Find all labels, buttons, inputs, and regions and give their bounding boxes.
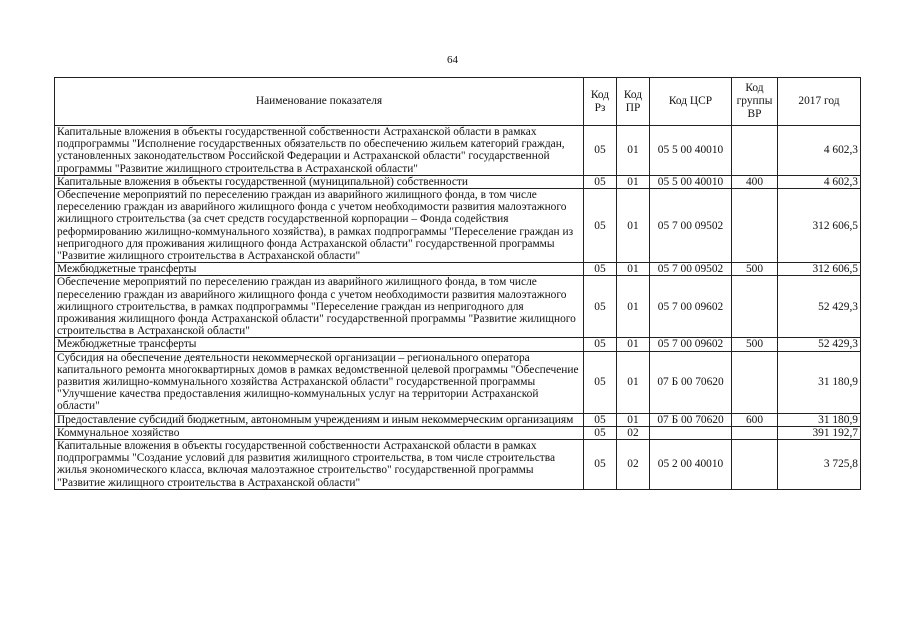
row-name: Коммунальное хозяйство <box>55 426 584 439</box>
row-csr: 05 7 00 09602 <box>650 276 732 338</box>
row-name: Межбюджетные трансферты <box>55 338 584 351</box>
page-number: 64 <box>447 54 458 66</box>
row-amount: 4 602,3 <box>778 126 861 176</box>
row-name: Капитальные вложения в объекты государственной (муниципальной) собственности <box>55 175 584 188</box>
row-vr <box>732 351 778 413</box>
table-row <box>55 263 861 276</box>
row-vr: 500 <box>732 338 778 351</box>
row-vr <box>732 276 778 338</box>
header-code-rz: Код Рз <box>584 78 617 126</box>
row-csr: 05 7 00 09502 <box>650 263 732 276</box>
row-csr: 05 7 00 09602 <box>650 338 732 351</box>
table-row <box>55 440 861 490</box>
row-name: Капитальные вложения в объекты государственной собственности Астраханской области в рамках подпрограммы "Исполнение государственных обязательств по обеспечению жильем категорий граждан, установленных законодательством Российской Федерации и Астраханской области" государственной программы "Развитие жилищного строительства в Астраханской области" <box>55 126 584 176</box>
row-name: Капитальные вложения в объекты государственной собственности Астраханской области в рамках подпрограммы "Создание условий для развития жилищного строительства, в том числе строительства жилья экономического класса, включая малоэтажное строительство" государственной программы "Развитие жилищного строительства в Астраханской области" <box>55 440 584 490</box>
row-vr <box>732 189 778 263</box>
row-pr: 01 <box>617 126 650 176</box>
row-amount: 31 180,9 <box>778 351 861 413</box>
row-rz: 05 <box>584 413 617 426</box>
row-csr: 05 7 00 09502 <box>650 189 732 263</box>
table-row <box>55 351 861 413</box>
table-row <box>55 338 861 351</box>
row-pr: 01 <box>617 338 650 351</box>
row-rz: 05 <box>584 263 617 276</box>
table-row <box>55 413 861 426</box>
header-row <box>55 78 861 126</box>
row-amount: 312 606,5 <box>778 189 861 263</box>
row-vr: 500 <box>732 263 778 276</box>
row-csr: 07 Б 00 70620 <box>650 413 732 426</box>
row-amount: 52 429,3 <box>778 276 861 338</box>
table-row <box>55 426 861 439</box>
row-rz: 05 <box>584 338 617 351</box>
row-rz: 05 <box>584 351 617 413</box>
row-amount: 52 429,3 <box>778 338 861 351</box>
row-pr: 01 <box>617 351 650 413</box>
row-name: Предоставление субсидий бюджетным, автономным учреждениям и иным некоммерческим организациям <box>55 413 584 426</box>
row-pr: 02 <box>617 440 650 490</box>
header-indicator-name: Наименование показателя <box>55 78 584 126</box>
row-rz: 05 <box>584 440 617 490</box>
row-amount: 3 725,8 <box>778 440 861 490</box>
row-vr <box>732 426 778 439</box>
table-row <box>55 175 861 188</box>
row-pr: 01 <box>617 276 650 338</box>
budget-table <box>54 77 861 490</box>
table-row <box>55 276 861 338</box>
header-year-2017: 2017 год <box>778 78 861 126</box>
row-pr: 01 <box>617 189 650 263</box>
row-vr: 600 <box>732 413 778 426</box>
header-code-pr: Код ПР <box>617 78 650 126</box>
row-name: Обеспечение мероприятий по переселению граждан из аварийного жилищного фонда, в том числе переселению граждан из аварийного жилищного фонда с учетом необходимости развития малоэтажного жилищного строительства, в рамках подпрограммы "Переселение граждан из непригодного для проживания жилищного фонда Астраханской области" государственной программы "Развитие жилищного строительства в Астраханской области" <box>55 276 584 338</box>
row-rz: 05 <box>584 426 617 439</box>
row-csr <box>650 426 732 439</box>
row-csr: 05 5 00 40010 <box>650 175 732 188</box>
header-code-vr: Код группы ВР <box>732 78 778 126</box>
table-header <box>55 78 861 126</box>
row-pr: 01 <box>617 413 650 426</box>
row-rz: 05 <box>584 276 617 338</box>
row-csr: 07 Б 00 70620 <box>650 351 732 413</box>
table-row <box>55 189 861 263</box>
row-rz: 05 <box>584 189 617 263</box>
row-amount: 31 180,9 <box>778 413 861 426</box>
row-rz: 05 <box>584 126 617 176</box>
table-body <box>55 126 861 490</box>
row-name: Межбюджетные трансферты <box>55 263 584 276</box>
row-amount: 312 606,5 <box>778 263 861 276</box>
row-pr: 01 <box>617 175 650 188</box>
row-vr <box>732 440 778 490</box>
row-pr: 02 <box>617 426 650 439</box>
row-name: Субсидия на обеспечение деятельности некоммерческой организации – регионального оператора капитального ремонта многоквартирных домов в рамках ведомственной целевой программы "Обеспечение развития жилищно-коммунального хозяйства Астраханской области" государственной программы "Улучшение качества предоставления жилищно-коммунальных услуг на территории Астраханской области" <box>55 351 584 413</box>
row-rz: 05 <box>584 175 617 188</box>
row-amount: 4 602,3 <box>778 175 861 188</box>
table-row <box>55 126 861 176</box>
row-name: Обеспечение мероприятий по переселению граждан из аварийного жилищного фонда, в том числе переселению граждан из аварийного жилищного фонда с учетом необходимости развития малоэтажного жилищного строительства (за счет средств государственной корпорации – Фонда содействия реформированию жилищно-коммунального хозяйства), в рамках подпрограммы "Переселение граждан из непригодного для проживания жилищного фонда Астраханской области" государственной программы "Развитие жилищного строительства в Астраханской области" <box>55 189 584 263</box>
row-amount: 391 192,7 <box>778 426 861 439</box>
row-csr: 05 2 00 40010 <box>650 440 732 490</box>
row-vr <box>732 126 778 176</box>
row-vr: 400 <box>732 175 778 188</box>
row-csr: 05 5 00 40010 <box>650 126 732 176</box>
header-code-csr: Код ЦСР <box>650 78 732 126</box>
row-pr: 01 <box>617 263 650 276</box>
